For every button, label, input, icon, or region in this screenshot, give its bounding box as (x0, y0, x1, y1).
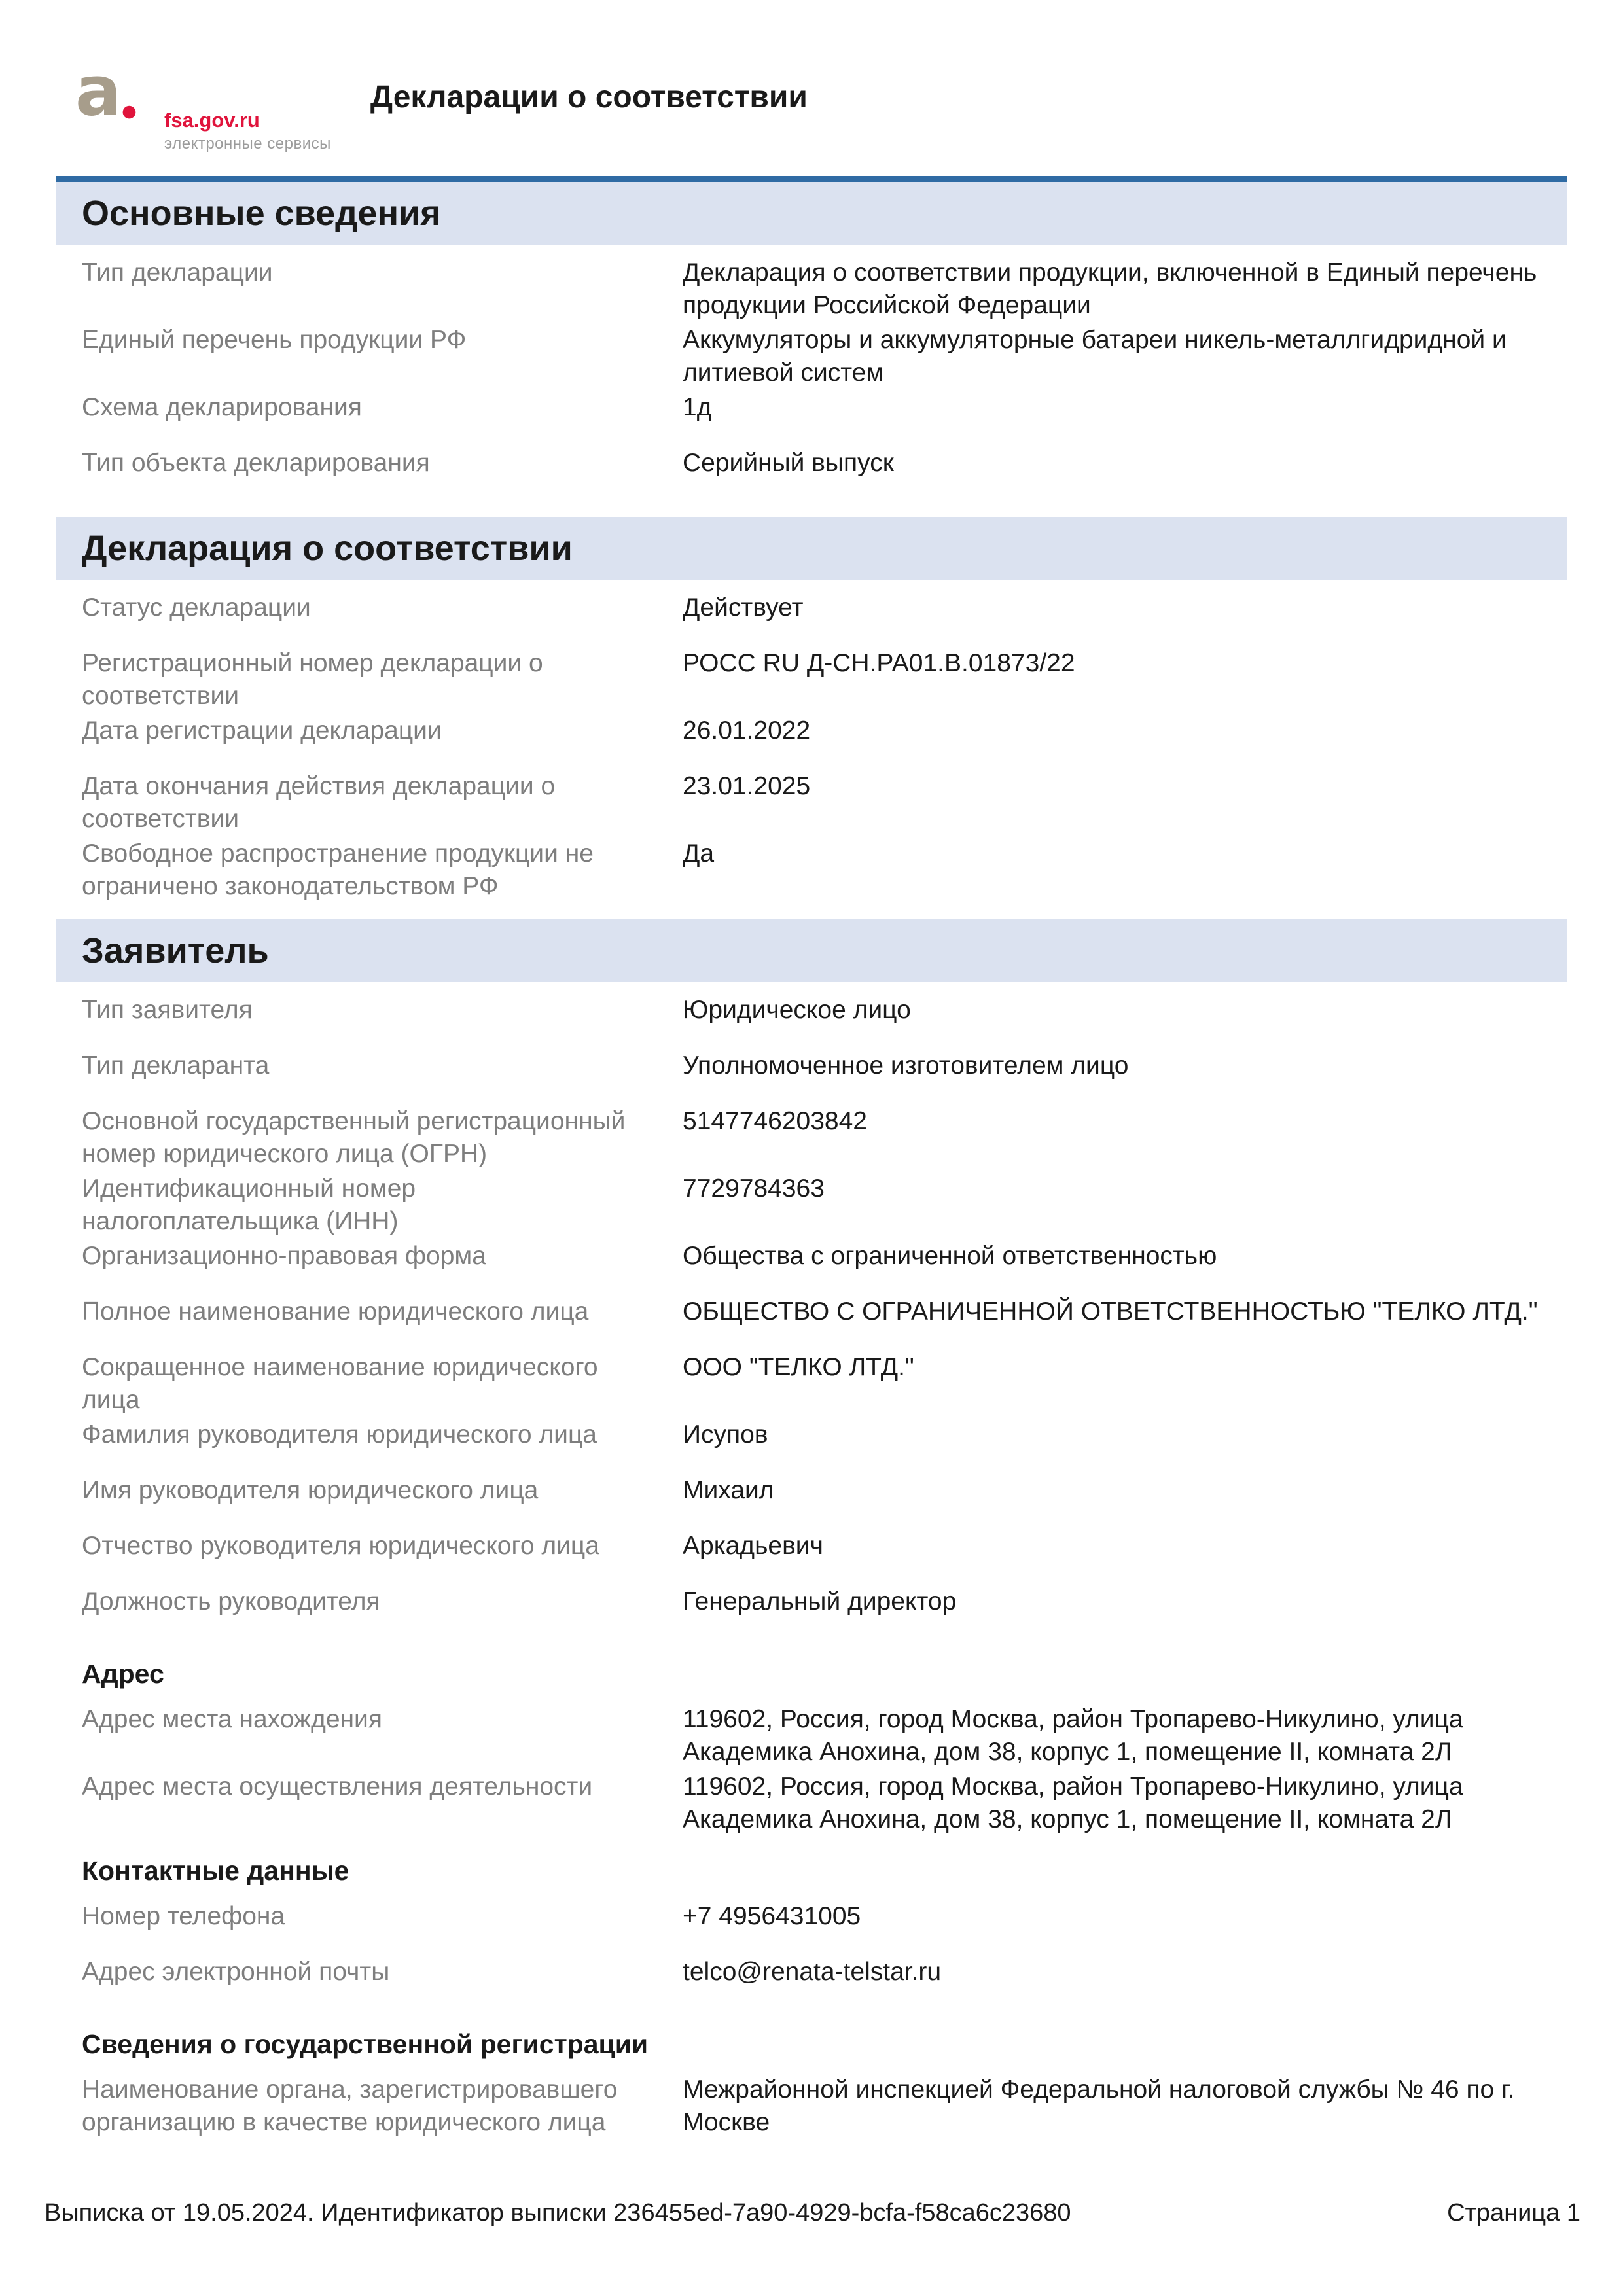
field-row (82, 592, 1567, 645)
field-label: Регистрационный номер декларации о соответствии (82, 649, 543, 710)
field-value: ООО "ТЕЛКО ЛТД." (683, 1353, 914, 1381)
field-row (82, 1900, 1567, 1954)
field-label: Адрес места нахождения (82, 1705, 382, 1733)
field-value: Да (683, 839, 715, 868)
field-value: telco@renata-telstar.ru (683, 1958, 942, 1986)
field-label: Схема декларирования (82, 393, 362, 421)
field-value: Общества с ограниченной ответственностью (683, 1242, 1217, 1270)
field-value: 119602, Россия, город Москва, район Тропарево-Никулино, улица Академика Анохина, дом 38, корпус 1, помещение II, комната 2Л (683, 1705, 1463, 1766)
logo-domain-text: fsa.gov.ru (164, 109, 260, 132)
field-value: 26.01.2022 (683, 716, 811, 745)
field-value: Аккумуляторы и аккумуляторные батареи никель-металлгидридной и литиевой систем (683, 326, 1507, 387)
page-title: Декларации о соответствии (370, 80, 808, 115)
fsa-logo (74, 60, 331, 154)
subsection-title-state-registration: Сведения о государственной регистрации (82, 2029, 649, 2059)
field-label: Фамилия руководителя юридического лица (82, 1421, 597, 1449)
field-row (82, 994, 1567, 1048)
field-label: Сокращенное наименование юридического лица (82, 1353, 598, 1414)
field-row (82, 447, 1567, 501)
field-label: Единый перечень продукции РФ (82, 326, 467, 354)
field-value: ОБЩЕСТВО С ОГРАНИЧЕННОЙ ОТВЕТСТВЕННОСТЬЮ "ТЕЛКО ЛТД." (683, 1298, 1538, 1326)
field-row (82, 1703, 1567, 1769)
section-applicant (56, 919, 1567, 2139)
field-row (82, 1585, 1567, 1639)
field-label: Отчество руководителя юридического лица (82, 1532, 599, 1560)
section-rows (56, 245, 1567, 501)
section-main-info (56, 176, 1567, 501)
logo-tagline-text: электронные сервисы (164, 135, 331, 152)
footer-page-number: Страница 1 (1447, 2199, 1580, 2227)
fsa-logo-icon (74, 60, 154, 126)
field-label: Должность руководителя (82, 1587, 380, 1616)
field-value: Межрайонной инспекцией Федеральной налоговой службы № 46 по г. Москве (683, 2075, 1515, 2136)
logo-a-glyph-icon: a (75, 60, 122, 126)
section-heading-band (56, 176, 1567, 245)
section-heading-band (56, 517, 1567, 580)
subsection-title-address: Адрес (82, 1659, 164, 1689)
field-label: Наименование органа, зарегистрировавшего организацию в качестве юридического лица (82, 2075, 618, 2136)
field-row (82, 647, 1567, 713)
section-heading: Заявитель (82, 931, 269, 970)
field-row (82, 1771, 1567, 1836)
field-label: Полное наименование юридического лица (82, 1298, 589, 1326)
field-label: Свободное распространение продукции не ограничено законодательством РФ (82, 839, 594, 900)
field-value: Михаил (683, 1476, 774, 1504)
field-row (82, 1419, 1567, 1472)
subsection-title-contacts: Контактные данные (82, 1856, 349, 1886)
section-declaration (56, 517, 1567, 903)
footer-extract-info: Выписка от 19.05.2024. Идентификатор выписки 236455ed-7a90-4929-bcfa-f58ca6c23680 (45, 2199, 1071, 2227)
field-row (82, 1105, 1567, 1171)
section-heading: Декларация о соответствии (82, 529, 573, 568)
field-row (82, 1351, 1567, 1417)
field-row (82, 2074, 1567, 2139)
field-label: Дата регистрации декларации (82, 716, 442, 745)
field-value: +7 4956431005 (683, 1902, 861, 1930)
field-value: Генеральный директор (683, 1587, 957, 1616)
field-row (82, 838, 1567, 903)
field-row (82, 715, 1567, 768)
field-row (82, 324, 1567, 389)
field-value: 5147746203842 (683, 1107, 867, 1135)
field-row (82, 1050, 1567, 1103)
field-value: 1д (683, 393, 712, 421)
page-header (56, 0, 1567, 154)
field-row (82, 770, 1567, 836)
field-value: 23.01.2025 (683, 772, 811, 800)
field-value: 119602, Россия, город Москва, район Тропарево-Никулино, улица Академика Анохина, дом 38, корпус 1, помещение II, комната 2Л (683, 1773, 1463, 1833)
field-label: Тип декларации (82, 258, 273, 287)
field-value: Юридическое лицо (683, 996, 911, 1024)
field-label: Статус декларации (82, 593, 311, 622)
field-row (82, 1956, 1567, 2009)
section-rows (56, 982, 1567, 2139)
field-row (82, 1474, 1567, 1528)
field-label: Тип декларанта (82, 1051, 270, 1080)
field-row (82, 1173, 1567, 1238)
field-value: Действует (683, 593, 804, 622)
field-label: Идентификационный номер налогоплательщика (ИНН) (82, 1174, 416, 1235)
field-label: Адрес места осуществления деятельности (82, 1773, 593, 1801)
section-heading-band (56, 919, 1567, 982)
field-label: Тип объекта декларирования (82, 449, 430, 477)
field-row (82, 1530, 1567, 1583)
logo-text-block (164, 109, 331, 154)
field-value: 7729784363 (683, 1174, 825, 1203)
field-label: Дата окончания действия декларации о соответствии (82, 772, 556, 833)
field-row (82, 256, 1567, 322)
page-footer (45, 2197, 1580, 2229)
field-value: Исупов (683, 1421, 768, 1449)
section-heading: Основные сведения (82, 194, 441, 233)
field-value: Серийный выпуск (683, 449, 894, 477)
field-value: Аркадьевич (683, 1532, 823, 1560)
field-value: Уполномоченное изготовителем лицо (683, 1051, 1129, 1080)
field-value: РОСС RU Д-СН.РА01.В.01873/22 (683, 649, 1075, 677)
field-row (82, 1296, 1567, 1349)
field-label: Основной государственный регистрационный номер юридического лица (ОГРН) (82, 1107, 626, 1168)
section-rows (56, 580, 1567, 903)
logo-red-dot-icon (123, 106, 136, 119)
field-label: Адрес электронной почты (82, 1958, 390, 1986)
field-label: Организационно-правовая форма (82, 1242, 486, 1270)
field-row (82, 391, 1567, 445)
field-value: Декларация о соответствии продукции, включенной в Единый перечень продукции Российской Федерации (683, 258, 1537, 319)
field-label: Имя руководителя юридического лица (82, 1476, 539, 1504)
field-row (82, 1240, 1567, 1294)
field-label: Номер телефона (82, 1902, 285, 1930)
field-label: Тип заявителя (82, 996, 253, 1024)
